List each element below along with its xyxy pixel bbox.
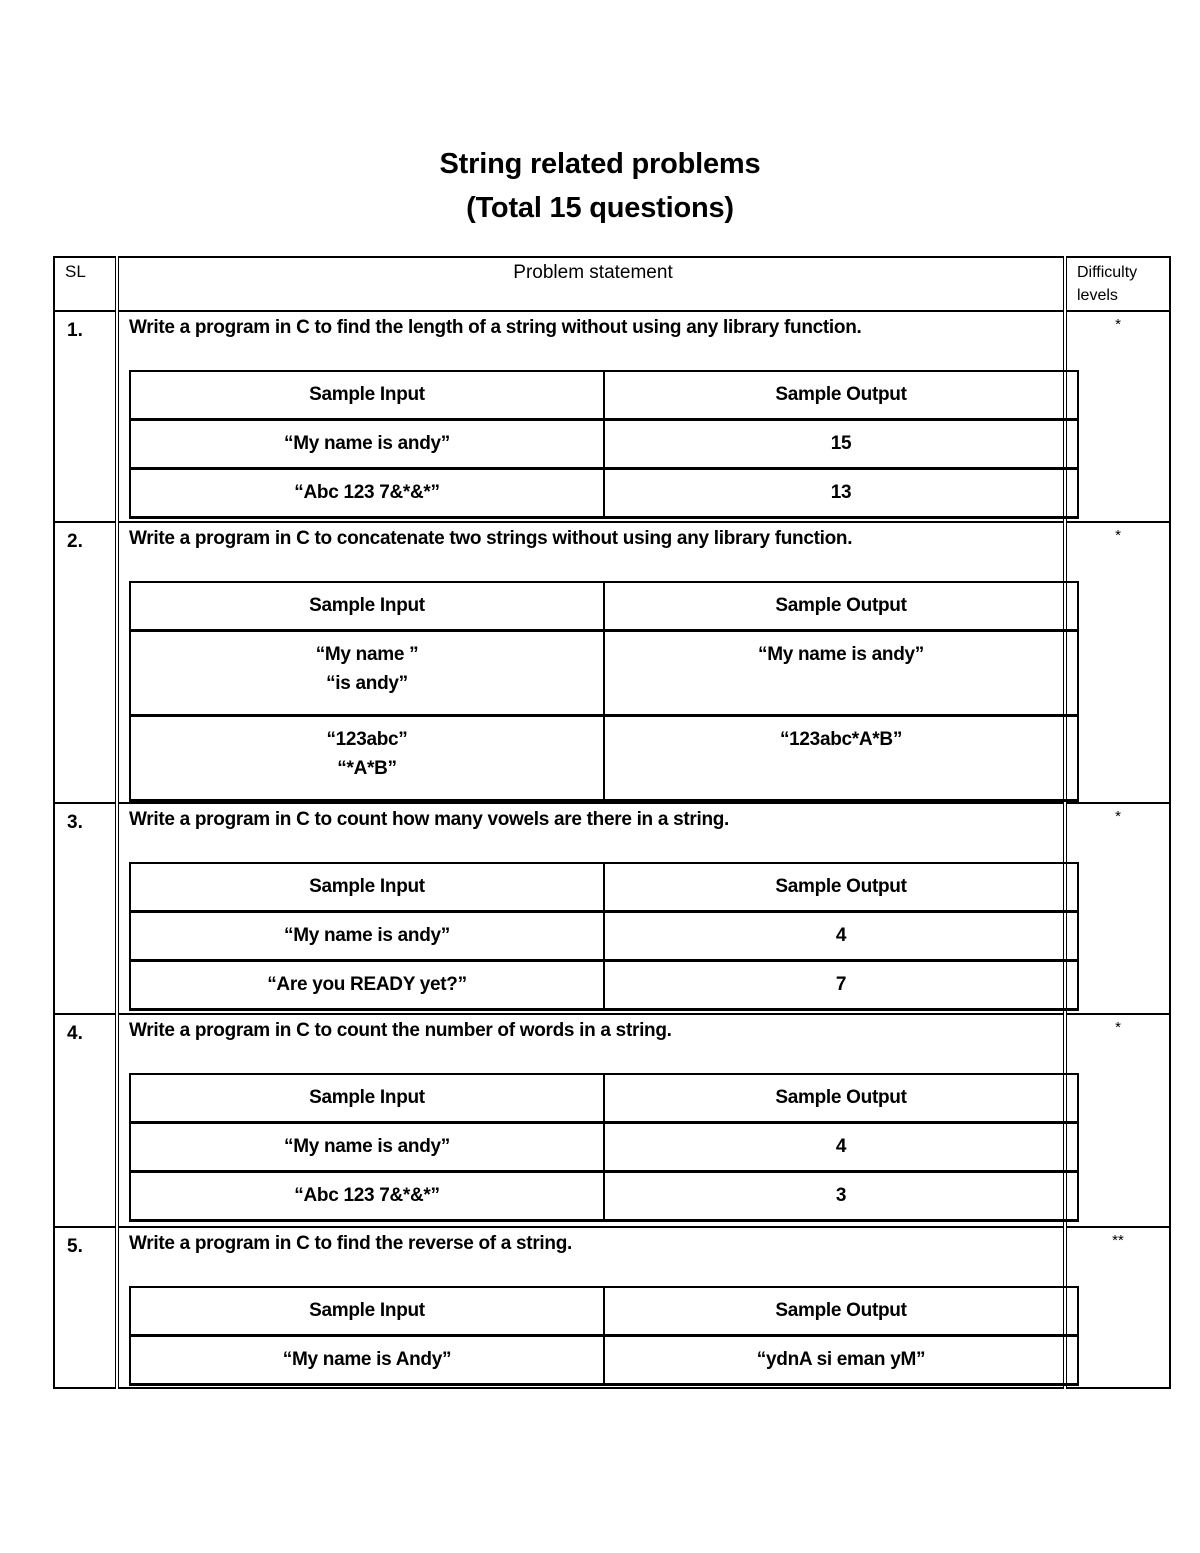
- sample-output-text: “123abc*A*B”: [779, 729, 903, 750]
- sample-input-cell: [130, 912, 604, 961]
- sample-output-text: 4: [835, 1136, 847, 1157]
- sample-input-text: “My name is Andy”: [282, 1349, 452, 1370]
- sample-output-text: 13: [830, 482, 852, 503]
- sample-row: [130, 420, 1078, 469]
- sample-header-input: Sample Input: [130, 371, 604, 420]
- sample-output-cell: [604, 912, 1078, 961]
- problem-cell: [117, 311, 1065, 522]
- sample-row: [130, 469, 1078, 518]
- problems-table: [53, 256, 1171, 1389]
- sample-header-output: Sample Output: [604, 1074, 1078, 1123]
- sample-input-cell: [130, 420, 604, 469]
- sample-header-output: Sample Output: [604, 371, 1078, 420]
- sample-row: [130, 631, 1078, 716]
- sample-output-cell: [604, 961, 1078, 1010]
- problem-sl: 2.: [54, 522, 117, 803]
- sample-input-text: “My name is andy”: [284, 1136, 450, 1157]
- problem-sl: 1.: [54, 311, 117, 522]
- problem-sl: 3.: [54, 803, 117, 1014]
- sample-header-input: Sample Input: [130, 863, 604, 912]
- sample-header-row: [130, 582, 1078, 631]
- sample-input-text: “123abc”: [326, 729, 408, 750]
- title-line-1: String related problems: [439, 148, 761, 180]
- sample-row: [130, 961, 1078, 1010]
- problem-row: [54, 1227, 1170, 1388]
- sample-input-cell: [130, 716, 604, 801]
- problem-statement: Write a program in C to find the reverse of a string.: [129, 1233, 572, 1254]
- difficulty-level: *: [1065, 311, 1170, 522]
- sample-header-output: Sample Output: [604, 863, 1078, 912]
- sample-row: [130, 912, 1078, 961]
- sample-output-text: “My name is andy”: [758, 644, 924, 665]
- sample-header-row: [130, 863, 1078, 912]
- sample-output-cell: [604, 716, 1078, 801]
- header-row: [54, 257, 1170, 311]
- sample-input-text: “Abc 123 7&*&*”: [294, 482, 440, 503]
- sample-output-text: “ydnA si eman yM”: [756, 1349, 926, 1370]
- sample-output-cell: [604, 1336, 1078, 1385]
- sample-output-text: 15: [830, 433, 852, 454]
- problem-statement: Write a program in C to count how many vowels are there in a string.: [129, 809, 730, 830]
- sample-input-cell: [130, 1123, 604, 1172]
- sample-output-text: 4: [835, 925, 847, 946]
- sample-header-input: Sample Input: [130, 1074, 604, 1123]
- header-difficulty-line1: Difficulty: [1077, 264, 1138, 281]
- sample-input-cell: [130, 469, 604, 518]
- problem-cell: [117, 1227, 1065, 1388]
- sample-output-cell: [604, 1172, 1078, 1221]
- problem-statement: Write a program in C to find the length of a string without using any library function.: [129, 317, 862, 338]
- problem-sl: 5.: [54, 1227, 117, 1388]
- problem-cell: [117, 522, 1065, 803]
- problem-row: [54, 522, 1170, 803]
- sample-output-cell: [604, 1123, 1078, 1172]
- sample-table: [129, 1286, 1079, 1386]
- header-problem-statement: Problem statement: [117, 257, 1065, 311]
- sample-table: [129, 1073, 1079, 1222]
- sample-input-cell: [130, 1172, 604, 1221]
- title-line-2: (Total 15 questions): [466, 192, 734, 224]
- sample-header-input: Sample Input: [130, 582, 604, 631]
- sample-table: [129, 862, 1079, 1011]
- sample-output-text: 7: [835, 974, 847, 995]
- sample-header-row: [130, 1287, 1078, 1336]
- problem-row: [54, 311, 1170, 522]
- problem-cell: [117, 1014, 1065, 1227]
- sample-row: [130, 716, 1078, 801]
- sample-input-cell: [130, 631, 604, 716]
- sample-header-output: Sample Output: [604, 582, 1078, 631]
- header-difficulty-line2: levels: [1077, 287, 1118, 304]
- sample-input-cell: [130, 1336, 604, 1385]
- problem-statement: Write a program in C to count the number of words in a string.: [129, 1020, 672, 1041]
- sample-table: [129, 581, 1079, 802]
- sample-input-text: “My name ”: [315, 644, 419, 665]
- problem-row: [54, 803, 1170, 1014]
- sample-input-text: “My name is andy”: [284, 925, 450, 946]
- sample-output-cell: [604, 631, 1078, 716]
- sample-output-cell: [604, 420, 1078, 469]
- sample-row: [130, 1123, 1078, 1172]
- sample-output-cell: [604, 469, 1078, 518]
- sample-input-cell: [130, 961, 604, 1010]
- sample-row: [130, 1336, 1078, 1385]
- sample-input-text: “My name is andy”: [284, 433, 450, 454]
- difficulty-level: *: [1065, 803, 1170, 1014]
- problem-sl: 4.: [54, 1014, 117, 1227]
- problem-statement: Write a program in C to concatenate two strings without using any library function.: [129, 528, 853, 549]
- header-difficulty: [1065, 257, 1170, 311]
- document-title: [0, 142, 1200, 230]
- difficulty-level: *: [1065, 522, 1170, 803]
- difficulty-level: **: [1065, 1227, 1170, 1388]
- sample-header-output: Sample Output: [604, 1287, 1078, 1336]
- sample-input-text: “Abc 123 7&*&*”: [294, 1185, 440, 1206]
- sample-header-row: [130, 371, 1078, 420]
- sample-row: [130, 1172, 1078, 1221]
- sample-header-row: [130, 1074, 1078, 1123]
- problem-row: [54, 1014, 1170, 1227]
- difficulty-level: *: [1065, 1014, 1170, 1227]
- header-sl: SL: [54, 257, 117, 311]
- sample-input-text: “Are you READY yet?”: [267, 974, 467, 995]
- sample-table: [129, 370, 1079, 519]
- sample-header-input: Sample Input: [130, 1287, 604, 1336]
- sample-output-text: 3: [835, 1185, 847, 1206]
- problem-cell: [117, 803, 1065, 1014]
- sample-input-text: “*A*B”: [337, 758, 397, 779]
- sample-input-text: “is andy”: [326, 673, 408, 694]
